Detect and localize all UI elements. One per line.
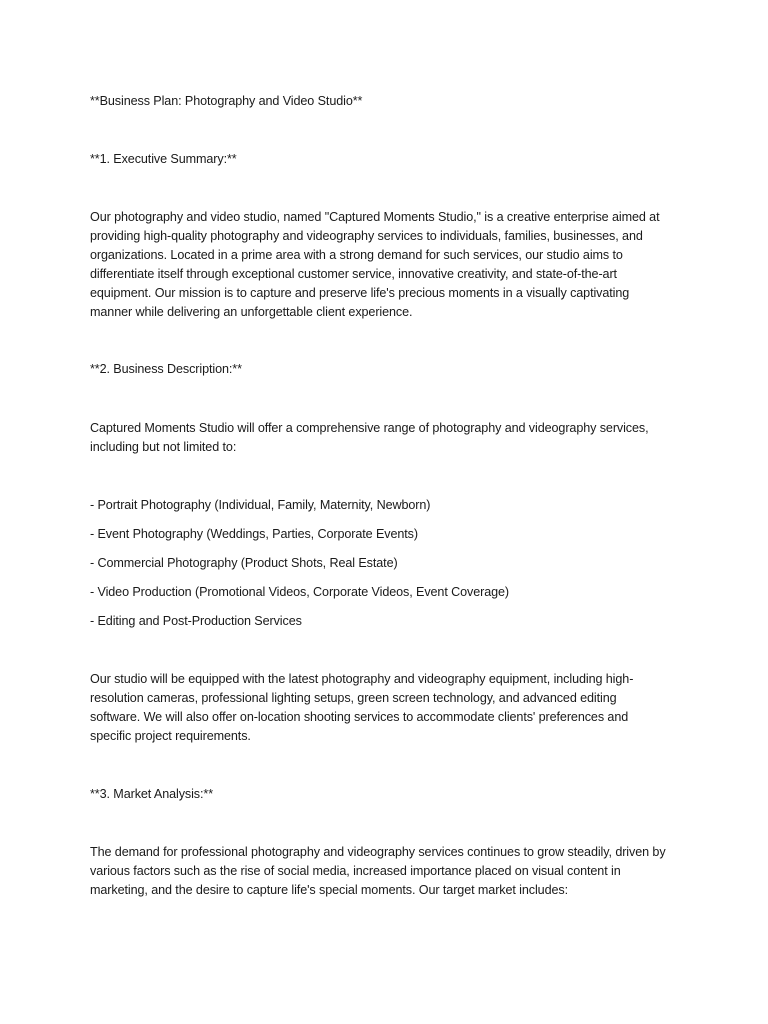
list-item-text: - Event Photography (Weddings, Parties, Corporate Events): [90, 527, 418, 541]
equipment-paragraph: [90, 670, 690, 746]
section-heading-business-description: [90, 360, 690, 379]
heading-text: **1. Executive Summary:**: [90, 152, 237, 166]
list-item-text: - Video Production (Promotional Videos, Corporate Videos, Event Coverage): [90, 585, 510, 599]
title-text: **Business Plan: Photography and Video Studio**: [90, 94, 363, 108]
paragraph-line: differentiate itself through exceptional customer service, innovative creativity, and state-of-the-art: [90, 267, 617, 281]
business-description-intro: [90, 419, 690, 457]
service-list-item: [90, 525, 690, 544]
paragraph-line: Captured Moments Studio will offer a comprehensive range of photography and videography services,: [90, 421, 649, 435]
list-item-text: - Commercial Photography (Product Shots, Real Estate): [90, 556, 398, 570]
service-list-item: [90, 612, 690, 631]
paragraph-line: equipment. Our mission is to capture and preserve life's precious moments in a visually captivating: [90, 286, 630, 300]
paragraph-line: resolution cameras, professional lighting setups, green screen technology, and advanced editing: [90, 691, 617, 705]
service-list-item: [90, 496, 690, 515]
executive-summary-paragraph: [90, 208, 690, 322]
service-list-item: [90, 554, 690, 573]
paragraph-line: organizations. Located in a prime area with a strong demand for such services, our studio aims to: [90, 248, 623, 262]
service-list-item: [90, 583, 690, 602]
heading-text: **3. Market Analysis:**: [90, 787, 213, 801]
paragraph-line: Our studio will be equipped with the latest photography and videography equipment, including high-: [90, 672, 634, 686]
market-analysis-paragraph: [90, 843, 690, 900]
list-item-text: - Portrait Photography (Individual, Family, Maternity, Newborn): [90, 498, 431, 512]
paragraph-line: including but not limited to:: [90, 440, 237, 454]
paragraph-line: Our photography and video studio, named "Captured Moments Studio," is a creative enterprise aimed at: [90, 210, 660, 224]
paragraph-line: specific project requirements.: [90, 729, 251, 743]
document-title: [90, 92, 690, 111]
paragraph-line: The demand for professional photography and videography services continues to grow steadily, driven by: [90, 845, 666, 859]
paragraph-line: marketing, and the desire to capture life's special moments. Our target market includes:: [90, 883, 568, 897]
heading-text: **2. Business Description:**: [90, 362, 242, 376]
paragraph-line: software. We will also offer on-location shooting services to accommodate clients' preferences and: [90, 710, 629, 724]
section-heading-executive-summary: [90, 150, 690, 169]
list-item-text: - Editing and Post-Production Services: [90, 614, 302, 628]
paragraph-line: manner while delivering an unforgettable client experience.: [90, 305, 413, 319]
paragraph-line: providing high-quality photography and videography services to individuals, families, businesses, and: [90, 229, 643, 243]
section-heading-market-analysis: [90, 785, 690, 804]
paragraph-line: various factors such as the rise of social media, increased importance placed on visual content in: [90, 864, 621, 878]
